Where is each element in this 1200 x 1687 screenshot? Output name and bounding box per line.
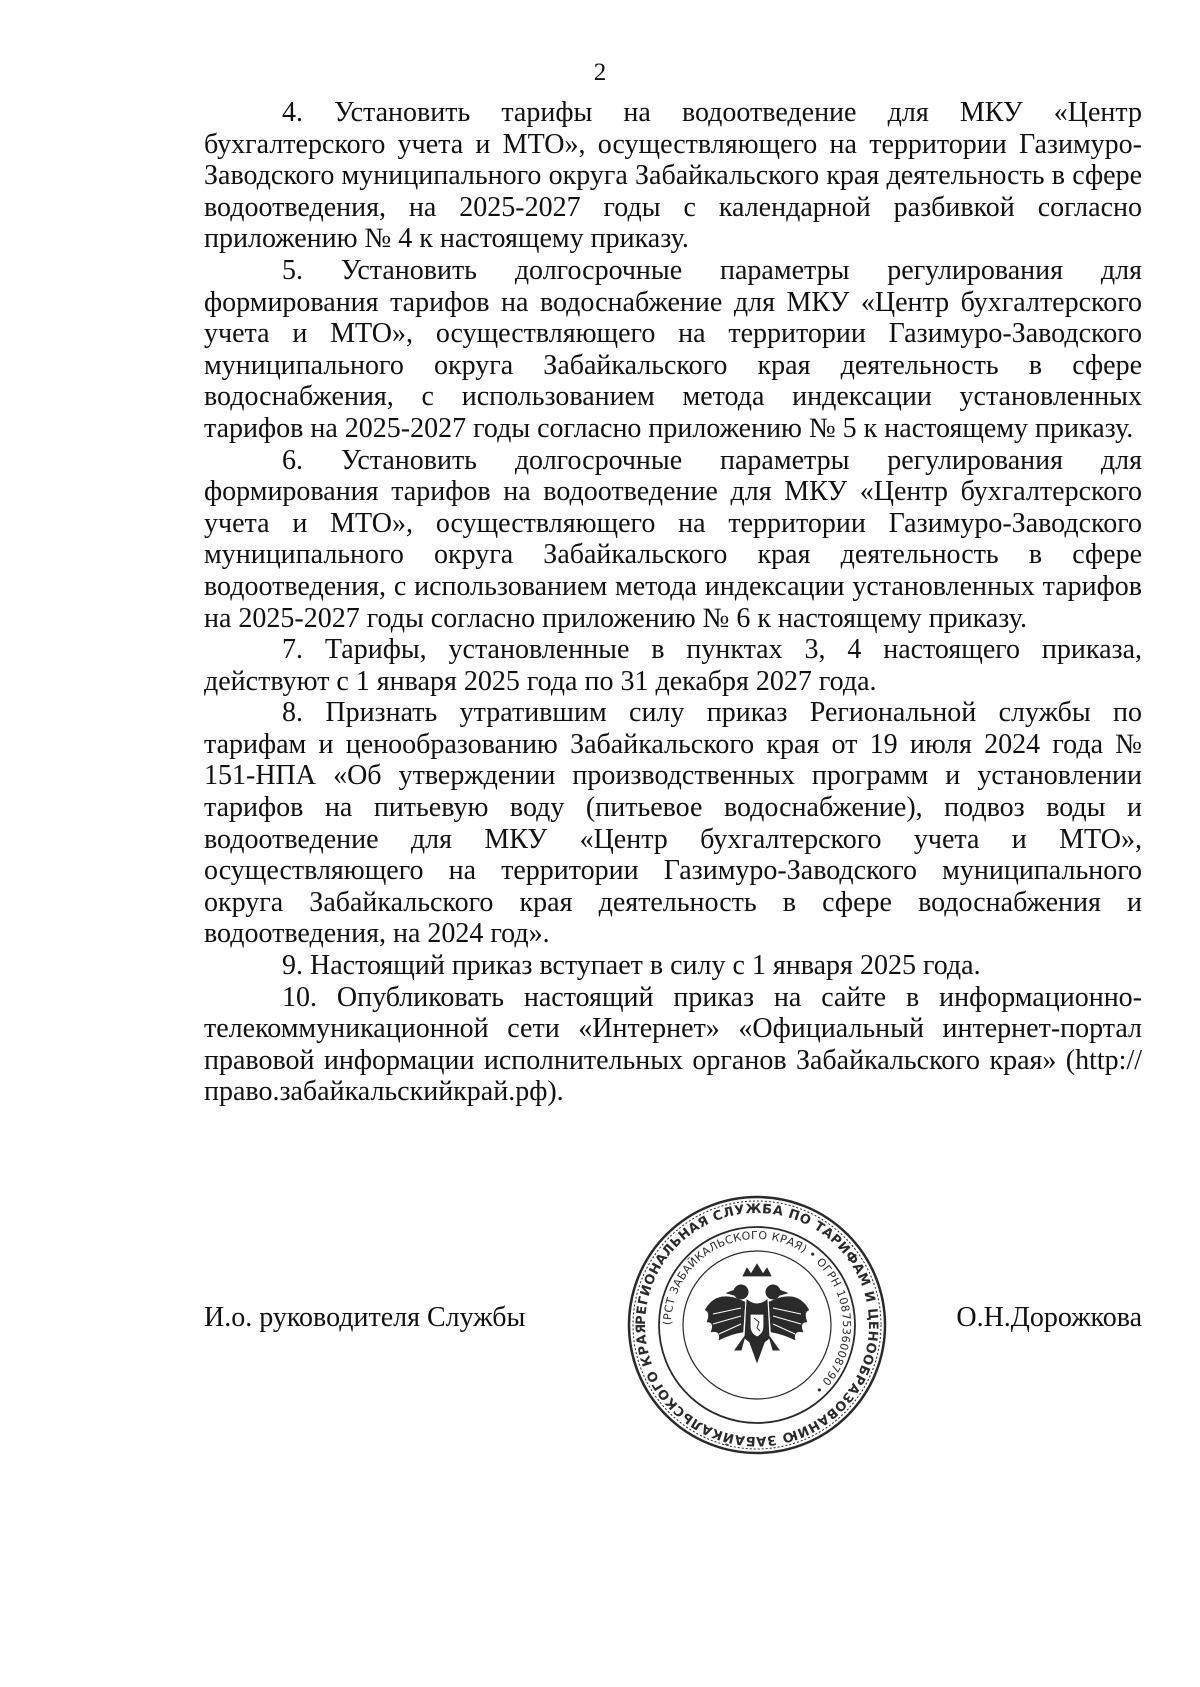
paragraph-7: 7. Тарифы, установленные в пунктах 3, 4 настоящего приказа, действуют с 1 января 2025 года по 31 декабря 2027 года. [204,634,1142,697]
order-body [204,97,1142,1108]
seal-outer-text: РЕГИОНАЛЬНАЯ СЛУЖБА ПО ТАРИФАМ И ЦЕНООБРАЗОВАНИЮ ЗАБАЙКАЛЬСКОГО КРАЯ [633,1201,881,1449]
page-number: 2 [593,59,607,86]
paragraph-4: 4. Установить тарифы на водоотведение для МКУ «Центр бухгалтерского учета и МТО», осуществляющего на территории Газимуро-Заводского муниципального округа Забайкальского края деятельность в сфере водоотведения, на 2025-2027 годы с календарной разбивкой согласно приложению № 4 к настоящему приказу. [204,97,1142,255]
paragraph-9: 9. Настоящий приказ вступает в силу с 1 января 2025 года. [282,950,981,982]
paragraph-6: 6. Установить долгосрочные параметры регулирования для формирования тарифов на водоотведение для МКУ «Центр бухгалтерского учета и МТО», осуществляющего на территории Газимуро-Заводского муниципального округа Забайкальского края деятельность в сфере водоотведения, с использованием метода индексации установленных тарифов на 2025-2027 годы согласно приложению № 6 к настоящему приказу. [204,444,1142,634]
signature-block [204,1300,1142,1340]
paragraph-8: 8. Признать утратившим силу приказ Региональной службы по тарифам и ценообразованию Забайкальского края от 19 июля 2024 года № 151-НПА «Об утверждении производственных программ и установлении тарифов на питьевую воду (питьевое водоснабжение), подвоз воды и водоотведение для МКУ «Центр бухгалтерского учета и МТО», осуществляющего на территории Газимуро-Заводского муниципального округа Забайкальского края деятельность в сфере водоснабжения и водоотведения, на 2024 год». [204,697,1142,950]
paragraph-5: 5. Установить долгосрочные параметры регулирования для формирования тарифов на водоснабжение для МКУ «Центр бухгалтерского учета и МТО», осуществляющего на территории Газимуро-Заводского муниципального округа Забайкальского края деятельность в сфере водоснабжения, с использованием метода индексации установленных тарифов на 2025-2027 годы согласно приложению № 5 к настоящему приказу. [204,254,1142,444]
paragraph-10: 10. Опубликовать настоящий приказ на сайте в информационно-телекоммуникационной сети «Интернет» «Официальный интернет-портал правовой информации исполнительных органов Забайкальского края» (http://право.забайкальскийкрай.рф). [204,981,1142,1108]
signatory-name: О.Н.Дорожкова [956,1302,1142,1333]
seal-inner-text: (РСТ ЗАБАЙКАЛЬСКОГО КРАЯ) • ОГРН 1087536008790 • [660,1228,854,1397]
signatory-title: И.о. руководителя Службы [204,1302,526,1333]
